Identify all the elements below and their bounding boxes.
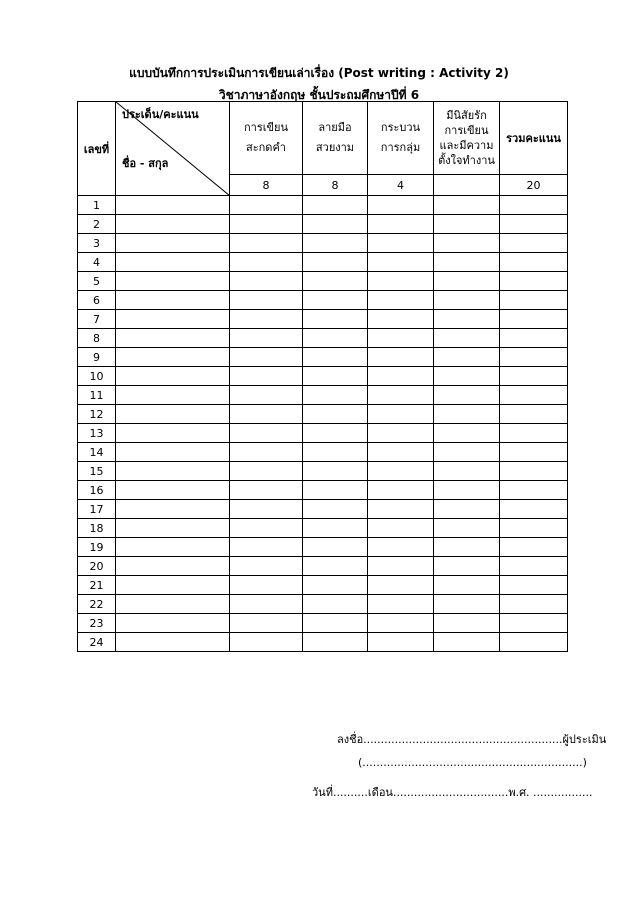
criterion-writing-habit bbox=[434, 102, 500, 175]
max-score-habit bbox=[434, 175, 500, 196]
criterion-handwriting-line2: สวยงาม bbox=[315, 141, 355, 154]
score-cell[interactable] bbox=[230, 234, 303, 253]
score-cell[interactable] bbox=[368, 538, 434, 557]
score-cell[interactable] bbox=[500, 614, 568, 633]
row-number: 16 bbox=[78, 481, 116, 500]
diagonal-header-cell bbox=[116, 102, 230, 196]
score-cell[interactable] bbox=[230, 576, 303, 595]
score-cell[interactable] bbox=[303, 576, 368, 595]
score-cell[interactable] bbox=[303, 614, 368, 633]
score-cell[interactable] bbox=[368, 481, 434, 500]
name-label: ชื่อ - สกุล bbox=[122, 157, 169, 170]
student-name-cell[interactable] bbox=[116, 557, 230, 576]
score-cell[interactable] bbox=[230, 500, 303, 519]
table-row bbox=[78, 614, 568, 633]
score-cell[interactable] bbox=[368, 557, 434, 576]
score-cell[interactable] bbox=[303, 367, 368, 386]
score-cell[interactable] bbox=[368, 405, 434, 424]
criterion-spelling-line2: สะกดคำ bbox=[246, 141, 286, 154]
score-cell[interactable] bbox=[368, 367, 434, 386]
criterion-handwriting bbox=[303, 102, 368, 175]
row-number: 17 bbox=[78, 500, 116, 519]
score-cell[interactable] bbox=[500, 348, 568, 367]
score-cell[interactable] bbox=[368, 310, 434, 329]
row-number: 24 bbox=[78, 633, 116, 652]
score-cell[interactable] bbox=[230, 424, 303, 443]
score-cell[interactable] bbox=[368, 253, 434, 272]
table-row bbox=[78, 367, 568, 386]
student-rows bbox=[78, 196, 568, 652]
max-score-total: 20 bbox=[500, 175, 568, 196]
score-cell[interactable] bbox=[230, 329, 303, 348]
row-number: 20 bbox=[78, 557, 116, 576]
score-cell[interactable] bbox=[500, 405, 568, 424]
score-cell[interactable] bbox=[500, 272, 568, 291]
score-cell[interactable] bbox=[500, 500, 568, 519]
table-row bbox=[78, 272, 568, 291]
student-name-cell[interactable] bbox=[116, 633, 230, 652]
score-cell[interactable] bbox=[230, 386, 303, 405]
row-number: 13 bbox=[78, 424, 116, 443]
score-cell[interactable] bbox=[368, 462, 434, 481]
signature-name-line: (...............................................................) bbox=[358, 756, 587, 769]
table-row bbox=[78, 538, 568, 557]
student-name-cell[interactable] bbox=[116, 196, 230, 215]
score-cell[interactable] bbox=[434, 253, 500, 272]
score-cell[interactable] bbox=[500, 576, 568, 595]
score-cell[interactable] bbox=[434, 215, 500, 234]
score-cell[interactable] bbox=[434, 462, 500, 481]
student-name-cell[interactable] bbox=[116, 215, 230, 234]
criterion-habit-line2: การเขียน bbox=[444, 124, 489, 137]
student-name-cell[interactable] bbox=[116, 576, 230, 595]
score-cell[interactable] bbox=[434, 329, 500, 348]
row-number: 18 bbox=[78, 519, 116, 538]
score-cell[interactable] bbox=[500, 595, 568, 614]
score-cell[interactable] bbox=[500, 329, 568, 348]
criterion-group-process bbox=[368, 102, 434, 175]
score-cell[interactable] bbox=[303, 633, 368, 652]
score-cell[interactable] bbox=[230, 519, 303, 538]
table-row bbox=[78, 196, 568, 215]
table-row bbox=[78, 519, 568, 538]
score-cell[interactable] bbox=[303, 329, 368, 348]
score-cell[interactable] bbox=[500, 462, 568, 481]
score-cell[interactable] bbox=[434, 614, 500, 633]
max-score-group: 4 bbox=[368, 175, 434, 196]
score-cell[interactable] bbox=[500, 443, 568, 462]
score-cell[interactable] bbox=[500, 557, 568, 576]
student-name-cell[interactable] bbox=[116, 386, 230, 405]
student-name-cell[interactable] bbox=[116, 405, 230, 424]
score-cell[interactable] bbox=[303, 481, 368, 500]
table-row bbox=[78, 633, 568, 652]
score-cell[interactable] bbox=[434, 196, 500, 215]
score-cell[interactable] bbox=[434, 443, 500, 462]
score-cell[interactable] bbox=[500, 519, 568, 538]
form-subtitle: วิชาภาษาอังกฤษ ชั้นประถมศึกษาปีที่ 6 bbox=[218, 88, 420, 102]
score-cell[interactable] bbox=[303, 196, 368, 215]
table-row bbox=[78, 443, 568, 462]
table-row bbox=[78, 386, 568, 405]
score-cell[interactable] bbox=[434, 424, 500, 443]
table-row bbox=[78, 557, 568, 576]
table-row bbox=[78, 348, 568, 367]
score-cell[interactable] bbox=[368, 215, 434, 234]
row-number: 6 bbox=[78, 291, 116, 310]
score-cell[interactable] bbox=[434, 519, 500, 538]
row-number: 22 bbox=[78, 595, 116, 614]
table-row bbox=[78, 234, 568, 253]
score-cell[interactable] bbox=[230, 215, 303, 234]
score-cell[interactable] bbox=[434, 500, 500, 519]
score-cell[interactable] bbox=[303, 595, 368, 614]
score-cell[interactable] bbox=[230, 405, 303, 424]
score-cell[interactable] bbox=[368, 595, 434, 614]
score-cell[interactable] bbox=[303, 405, 368, 424]
criterion-group-line2: การกลุ่ม bbox=[380, 141, 421, 154]
score-cell[interactable] bbox=[303, 557, 368, 576]
score-cell[interactable] bbox=[368, 291, 434, 310]
row-number: 9 bbox=[78, 348, 116, 367]
score-cell[interactable] bbox=[500, 538, 568, 557]
criterion-habit-line1: มีนิสัยรัก bbox=[446, 109, 487, 122]
score-cell[interactable] bbox=[230, 310, 303, 329]
score-cell[interactable] bbox=[500, 291, 568, 310]
row-number: 1 bbox=[78, 196, 116, 215]
score-cell[interactable] bbox=[500, 253, 568, 272]
table-row bbox=[78, 253, 568, 272]
score-cell[interactable] bbox=[434, 386, 500, 405]
score-cell[interactable] bbox=[230, 481, 303, 500]
score-cell[interactable] bbox=[434, 557, 500, 576]
row-number: 15 bbox=[78, 462, 116, 481]
table-row bbox=[78, 405, 568, 424]
score-cell[interactable] bbox=[500, 215, 568, 234]
score-cell[interactable] bbox=[303, 215, 368, 234]
score-cell[interactable] bbox=[303, 253, 368, 272]
score-cell[interactable] bbox=[500, 234, 568, 253]
table-row bbox=[78, 462, 568, 481]
score-cell[interactable] bbox=[434, 272, 500, 291]
score-cell[interactable] bbox=[303, 538, 368, 557]
score-cell[interactable] bbox=[368, 424, 434, 443]
score-cell[interactable] bbox=[434, 405, 500, 424]
score-cell[interactable] bbox=[303, 443, 368, 462]
row-number: 10 bbox=[78, 367, 116, 386]
score-cell[interactable] bbox=[230, 595, 303, 614]
row-number: 23 bbox=[78, 614, 116, 633]
criterion-handwriting-line1: ลายมือ bbox=[318, 121, 352, 134]
score-cell[interactable] bbox=[368, 576, 434, 595]
row-number: 14 bbox=[78, 443, 116, 462]
score-cell[interactable] bbox=[434, 481, 500, 500]
row-number: 8 bbox=[78, 329, 116, 348]
student-name-cell[interactable] bbox=[116, 519, 230, 538]
form-title: แบบบันทึกการประเมินการเขียนเล่าเรื่อง (Post writing : Activity 2) bbox=[129, 66, 509, 80]
score-cell[interactable] bbox=[434, 348, 500, 367]
table-row bbox=[78, 576, 568, 595]
score-cell[interactable] bbox=[368, 614, 434, 633]
row-number: 5 bbox=[78, 272, 116, 291]
student-name-cell[interactable] bbox=[116, 595, 230, 614]
criteria-score-label: ประเด็น/คะแนน bbox=[122, 108, 199, 121]
score-cell[interactable] bbox=[303, 272, 368, 291]
score-cell[interactable] bbox=[368, 443, 434, 462]
score-cell[interactable] bbox=[434, 310, 500, 329]
score-cell[interactable] bbox=[303, 348, 368, 367]
score-cell[interactable] bbox=[500, 367, 568, 386]
row-number: 7 bbox=[78, 310, 116, 329]
student-name-cell[interactable] bbox=[116, 367, 230, 386]
score-cell[interactable] bbox=[368, 348, 434, 367]
score-cell[interactable] bbox=[230, 538, 303, 557]
score-cell[interactable] bbox=[230, 196, 303, 215]
criterion-spelling bbox=[230, 102, 303, 175]
header-row bbox=[78, 102, 568, 175]
score-cell[interactable] bbox=[230, 253, 303, 272]
student-name-cell[interactable] bbox=[116, 329, 230, 348]
score-cell[interactable] bbox=[434, 576, 500, 595]
score-cell[interactable] bbox=[500, 386, 568, 405]
row-number: 21 bbox=[78, 576, 116, 595]
score-cell[interactable] bbox=[500, 633, 568, 652]
student-name-cell[interactable] bbox=[116, 253, 230, 272]
max-score-handwriting: 8 bbox=[303, 175, 368, 196]
score-cell[interactable] bbox=[230, 443, 303, 462]
student-name-cell[interactable] bbox=[116, 234, 230, 253]
score-cell[interactable] bbox=[303, 291, 368, 310]
score-cell[interactable] bbox=[230, 462, 303, 481]
score-cell[interactable] bbox=[230, 367, 303, 386]
score-cell[interactable] bbox=[500, 310, 568, 329]
table-row bbox=[78, 424, 568, 443]
score-cell[interactable] bbox=[368, 329, 434, 348]
table-row bbox=[78, 215, 568, 234]
student-name-cell[interactable] bbox=[116, 310, 230, 329]
criterion-group-line1: กระบวน bbox=[380, 121, 421, 134]
table-row bbox=[78, 310, 568, 329]
row-number: 2 bbox=[78, 215, 116, 234]
score-cell[interactable] bbox=[434, 291, 500, 310]
table-row bbox=[78, 329, 568, 348]
score-cell[interactable] bbox=[500, 424, 568, 443]
student-name-cell[interactable] bbox=[116, 272, 230, 291]
student-name-cell[interactable] bbox=[116, 424, 230, 443]
score-cell[interactable] bbox=[368, 272, 434, 291]
table-row bbox=[78, 481, 568, 500]
criterion-habit-line3: และมีความ bbox=[439, 139, 494, 152]
row-number: 12 bbox=[78, 405, 116, 424]
criterion-habit-line4: ตั้งใจทำงาน bbox=[438, 154, 495, 167]
row-number: 11 bbox=[78, 386, 116, 405]
student-name-cell[interactable] bbox=[116, 538, 230, 557]
score-cell[interactable] bbox=[368, 500, 434, 519]
row-number: 4 bbox=[78, 253, 116, 272]
row-number: 3 bbox=[78, 234, 116, 253]
score-cell[interactable] bbox=[230, 348, 303, 367]
score-cell[interactable] bbox=[230, 557, 303, 576]
score-cell[interactable] bbox=[434, 538, 500, 557]
table-row bbox=[78, 595, 568, 614]
score-cell[interactable] bbox=[434, 234, 500, 253]
score-cell[interactable] bbox=[303, 519, 368, 538]
score-cell[interactable] bbox=[303, 386, 368, 405]
student-name-cell[interactable] bbox=[116, 443, 230, 462]
assessment-table bbox=[77, 101, 568, 652]
table-row bbox=[78, 500, 568, 519]
student-name-cell[interactable] bbox=[116, 614, 230, 633]
max-score-spelling: 8 bbox=[230, 175, 303, 196]
student-name-cell[interactable] bbox=[116, 500, 230, 519]
score-cell[interactable] bbox=[230, 291, 303, 310]
score-cell[interactable] bbox=[368, 386, 434, 405]
score-cell[interactable] bbox=[368, 633, 434, 652]
score-cell[interactable] bbox=[230, 633, 303, 652]
score-cell[interactable] bbox=[303, 462, 368, 481]
student-name-cell[interactable] bbox=[116, 462, 230, 481]
table-row bbox=[78, 291, 568, 310]
score-cell[interactable] bbox=[303, 424, 368, 443]
score-cell[interactable] bbox=[368, 196, 434, 215]
total-header: รวมคะแนน bbox=[500, 102, 568, 175]
score-cell[interactable] bbox=[368, 519, 434, 538]
criterion-spelling-line1: การเขียน bbox=[244, 121, 288, 134]
score-cell[interactable] bbox=[303, 500, 368, 519]
signature-line: ลงชื่อ.........................................................ผู้ประเมิน bbox=[337, 733, 607, 746]
student-name-cell[interactable] bbox=[116, 481, 230, 500]
number-header: เลขที่ bbox=[78, 102, 116, 196]
score-cell[interactable] bbox=[303, 234, 368, 253]
score-cell[interactable] bbox=[434, 595, 500, 614]
score-cell[interactable] bbox=[303, 310, 368, 329]
score-cell[interactable] bbox=[500, 481, 568, 500]
score-cell[interactable] bbox=[230, 614, 303, 633]
score-cell[interactable] bbox=[500, 196, 568, 215]
score-cell[interactable] bbox=[434, 367, 500, 386]
score-cell[interactable] bbox=[368, 234, 434, 253]
score-cell[interactable] bbox=[230, 272, 303, 291]
student-name-cell[interactable] bbox=[116, 291, 230, 310]
row-number: 19 bbox=[78, 538, 116, 557]
student-name-cell[interactable] bbox=[116, 348, 230, 367]
score-cell[interactable] bbox=[434, 633, 500, 652]
date-line: วันที่..........เดือน.................................พ.ศ. ................. bbox=[312, 786, 593, 799]
